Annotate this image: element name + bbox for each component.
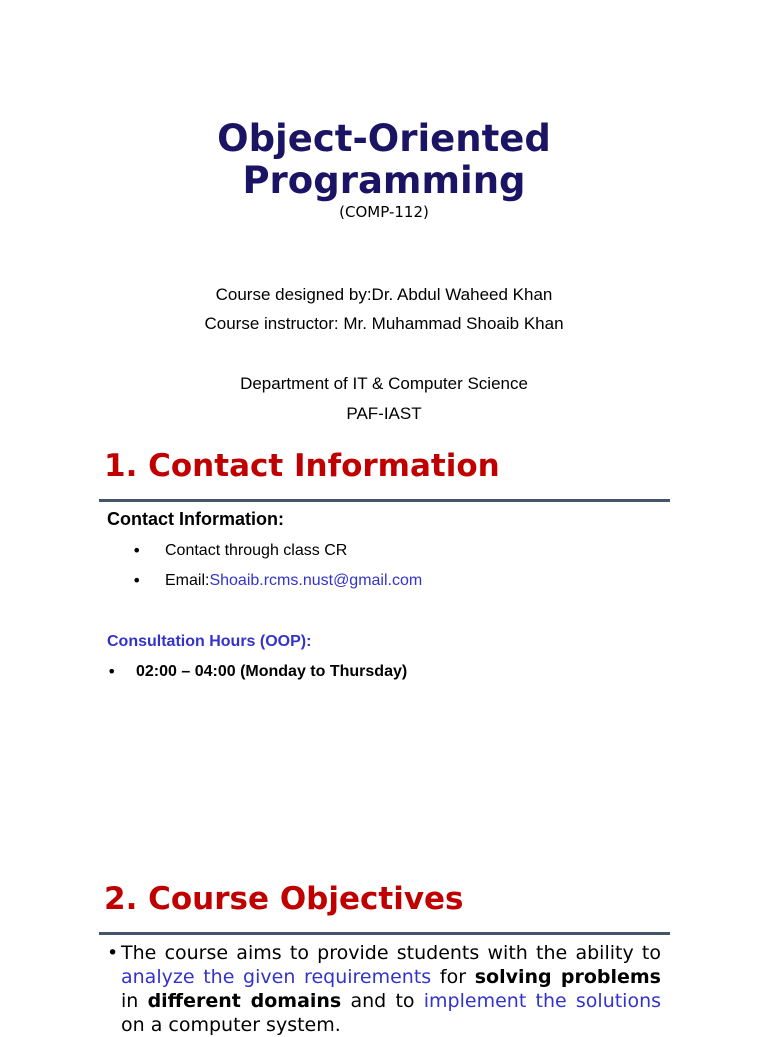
highlight-analyze: analyze the given requirements bbox=[121, 966, 432, 988]
course-instructor: Course instructor: Mr. Muhammad Shoaib Khan bbox=[204, 314, 564, 333]
email-prefix: Email: bbox=[165, 572, 210, 589]
department: Department of IT & Computer Science bbox=[240, 374, 528, 393]
course-objective-text: The course aims to provide students with the ability to analyze the given requirements for solving problems in different domains and to implement the solutions on a computer system. bbox=[121, 942, 662, 1036]
contact-item-email bbox=[165, 571, 422, 591]
contact-info-label: Contact Information: bbox=[107, 509, 284, 529]
section-divider bbox=[99, 499, 670, 502]
consultation-hours-value: 02:00 – 04:00 (Monday to Thursday) bbox=[136, 663, 408, 680]
bullet-icon: • bbox=[107, 942, 119, 964]
document-title bbox=[0, 118, 768, 202]
highlight-different-domains: different domains bbox=[147, 990, 342, 1012]
consultation-hours-label: Consultation Hours (OOP): bbox=[107, 633, 312, 650]
bullet-icon: • bbox=[132, 571, 142, 590]
title-line-1: Object-Oriented bbox=[217, 117, 551, 160]
highlight-solving-problems: solving problems bbox=[474, 966, 661, 988]
institute: PAF-IAST bbox=[346, 404, 422, 423]
course-code: (COMP-112) bbox=[339, 203, 429, 221]
bullet-icon: • bbox=[132, 541, 142, 560]
title-line-2: Programming bbox=[242, 159, 526, 202]
email-link[interactable]: Shoaib.rcms.nust@gmail.com bbox=[209, 572, 423, 589]
contact-item-cr: Contact through class CR bbox=[165, 542, 348, 559]
section-heading-objectives: 2. Course Objectives bbox=[104, 881, 464, 917]
bullet-icon: • bbox=[107, 662, 117, 681]
section-heading-contact: 1. Contact Information bbox=[104, 448, 500, 484]
highlight-implement: implement the solutions bbox=[423, 990, 662, 1012]
course-designer: Course designed by:Dr. Abdul Waheed Khan bbox=[215, 285, 553, 304]
section-divider bbox=[99, 932, 670, 935]
